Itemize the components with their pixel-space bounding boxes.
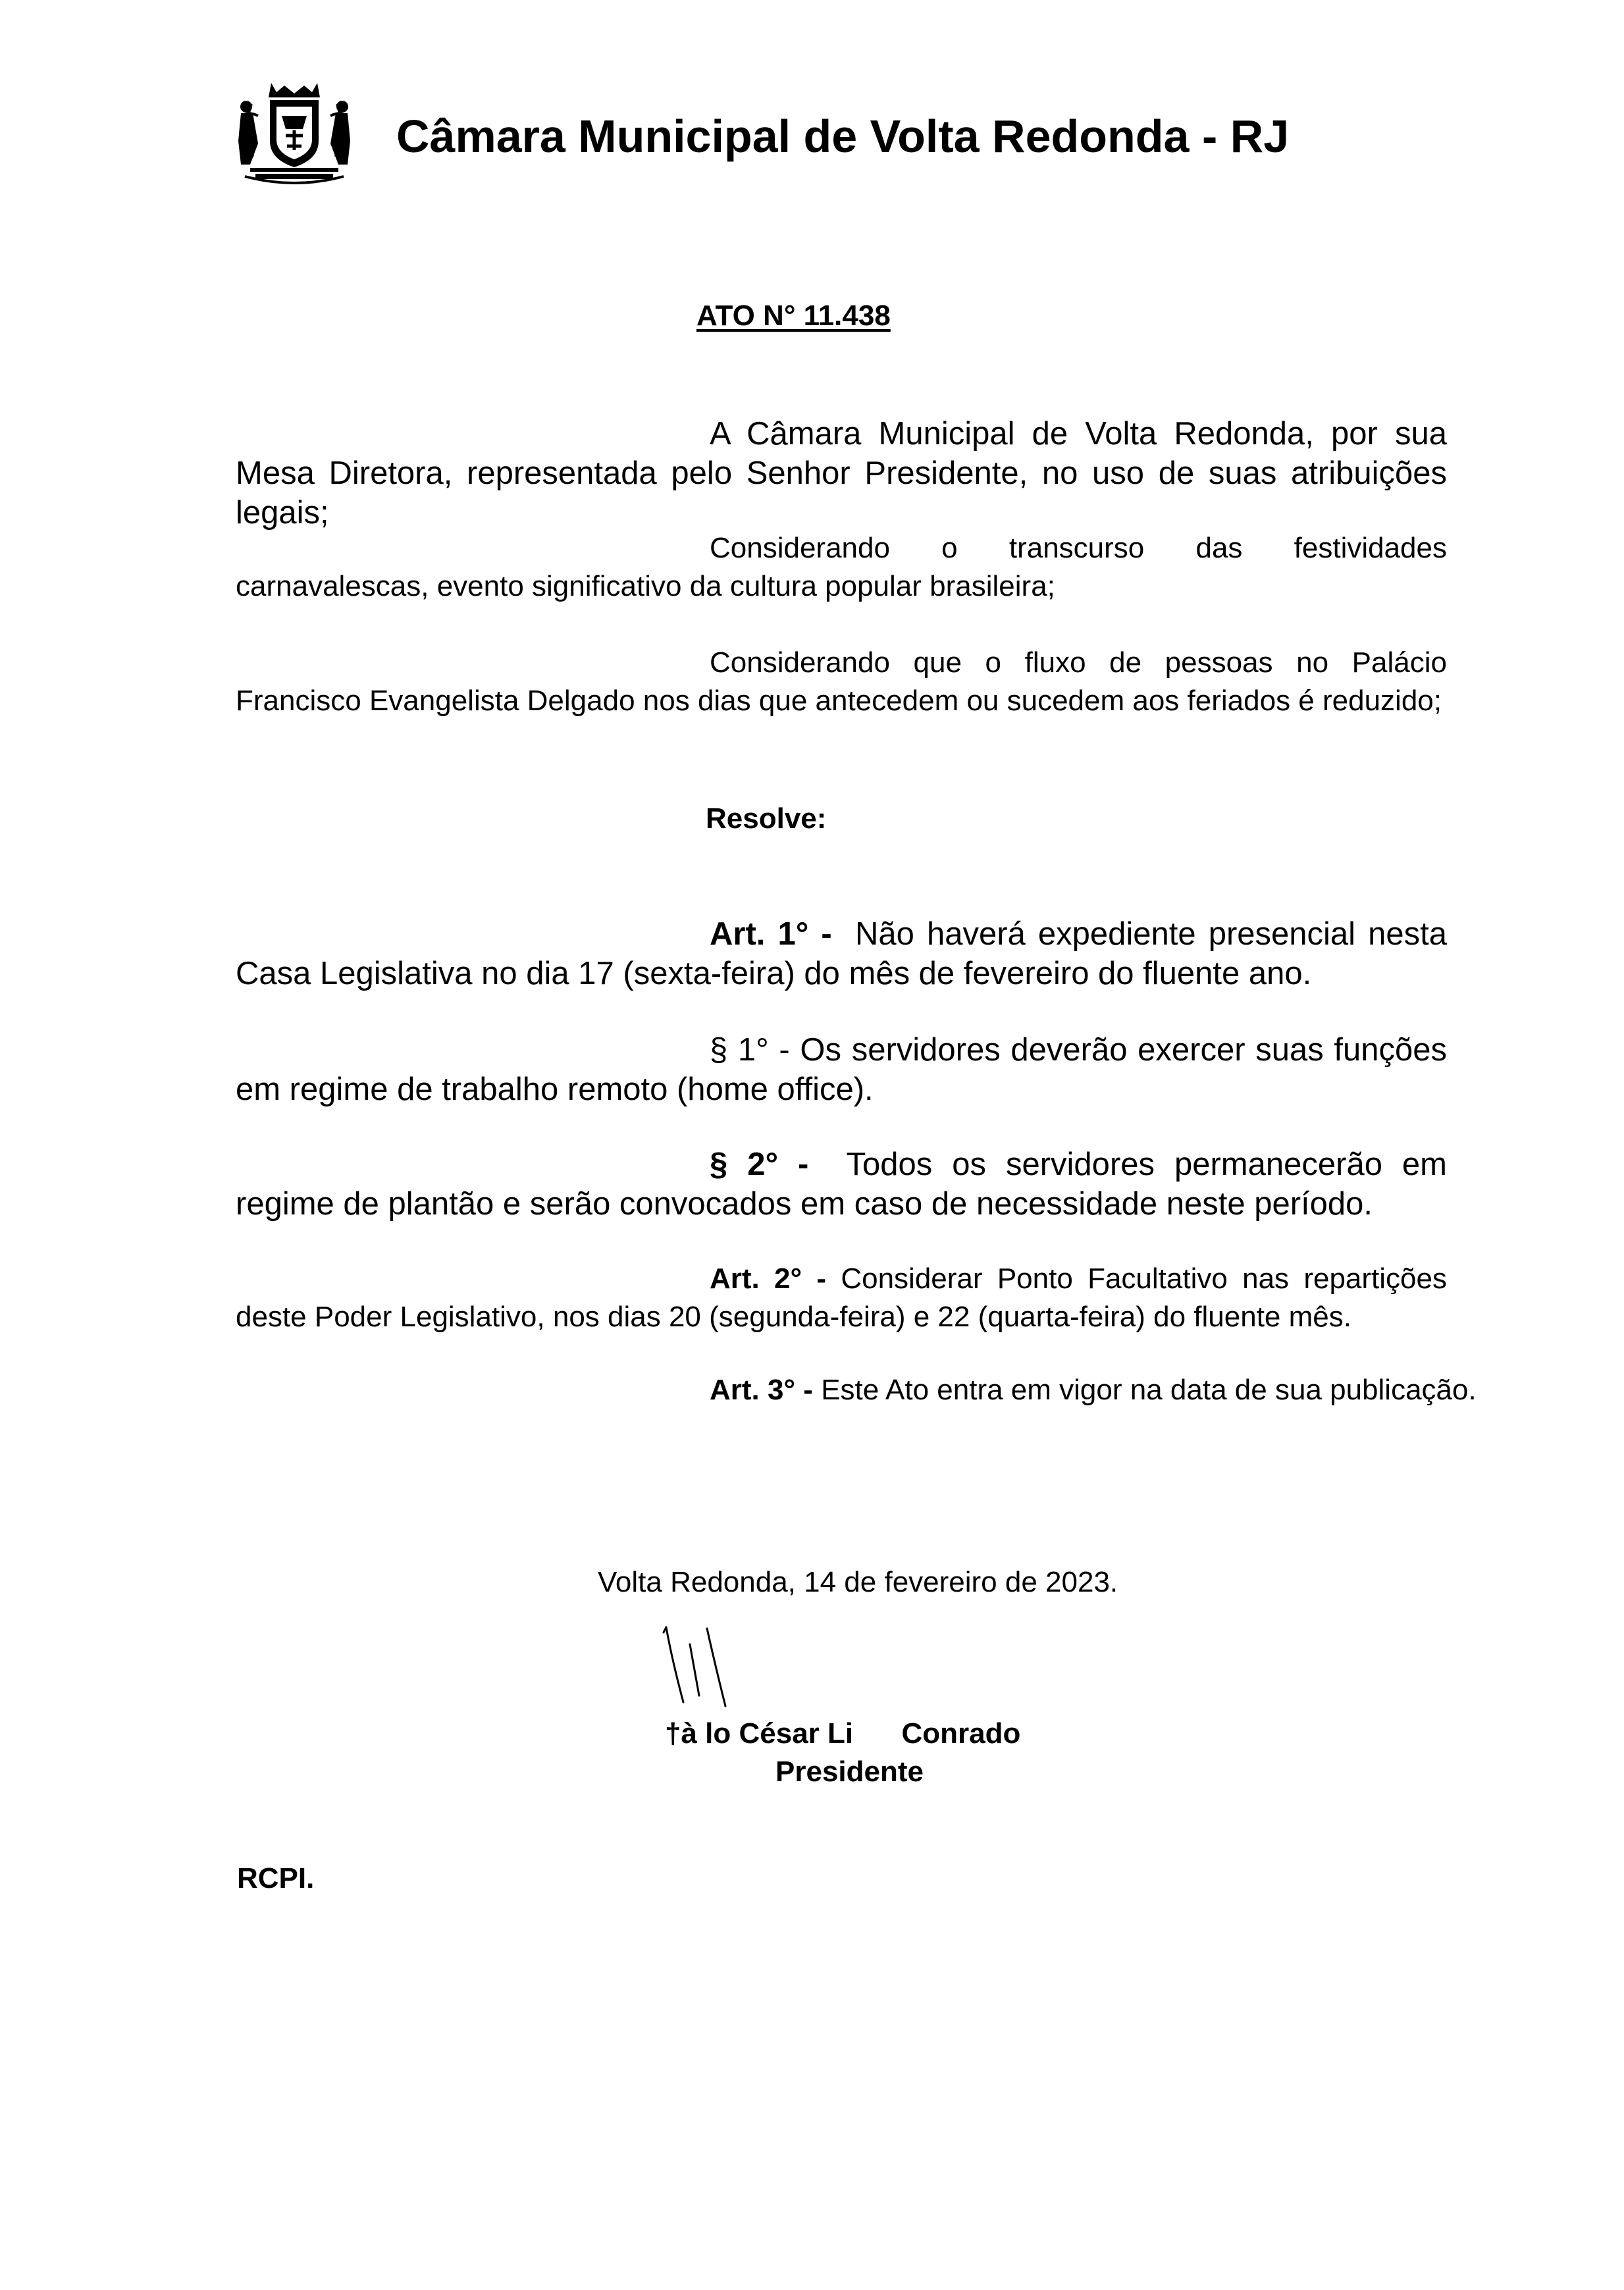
preamble-paragraph <box>236 644 1447 720</box>
signer-role: Presidente <box>775 1756 924 1788</box>
footer-initials: RCPI. <box>237 1862 315 1894</box>
signer-name: †à lo César Li Conrado <box>665 1717 1021 1750</box>
article-lead: Art. 3° - <box>710 1374 813 1406</box>
article-paragraph <box>236 1031 1447 1110</box>
preamble-text: Considerando que o fluxo de pessoas no Palácio Francisco Evangelista Delgado nos dias que antecedem ou sucedem aos feriados é reduzido; <box>236 646 1447 717</box>
date-line: Volta Redonda, 14 de fevereiro de 2023. <box>598 1566 1118 1598</box>
preamble-paragraph <box>236 415 1447 533</box>
article-paragraph <box>236 1260 1447 1336</box>
preamble-paragraph <box>236 529 1447 606</box>
article-text: § 1° - Os servidores deverão exercer suas funções em regime de trabalho remoto (home office). <box>236 1032 1447 1107</box>
article-paragraph <box>236 915 1447 994</box>
article-paragraph <box>236 1145 1447 1224</box>
page-title: Câmara Municipal de Volta Redonda - RJ <box>396 111 1290 162</box>
signature-icon <box>652 1618 783 1710</box>
article-lead: Art. 2° - <box>710 1262 827 1295</box>
article-text: Todos os servidores permanecerão em regime de plantão e serão convocados em caso de necessidade neste período. <box>236 1147 1447 1222</box>
document-number: ATO N° 11.438 <box>696 299 891 332</box>
coat-of-arms-icon <box>232 78 357 187</box>
preamble-text: Considerando o transcurso das festividades carnavalescas, evento significativo da cultura popular brasileira; <box>236 532 1447 602</box>
article-lead: Art. 1° - <box>710 916 832 952</box>
article-text: Este Ato entra em vigor na data de sua publicação. <box>821 1374 1477 1406</box>
article-text: Considerar Ponto Facultativo nas repartições deste Poder Legislativo, nos dias 20 (segunda-feira) e 22 (quarta-feira) do fluente mês. <box>236 1262 1447 1333</box>
article-lead: § 2° - <box>710 1147 809 1182</box>
article-text: Não haverá expediente presencial nesta Casa Legislativa no dia 17 (sexta-feira) do mês de fevereiro do fluente ano. <box>236 916 1447 991</box>
resolve-heading: Resolve: <box>706 802 827 835</box>
article-paragraph <box>710 1376 1477 1405</box>
preamble-text: A Câmara Municipal de Volta Redonda, por sua Mesa Diretora, representada pelo Senhor Presidente, no uso de suas atribuições legais; <box>236 416 1447 531</box>
